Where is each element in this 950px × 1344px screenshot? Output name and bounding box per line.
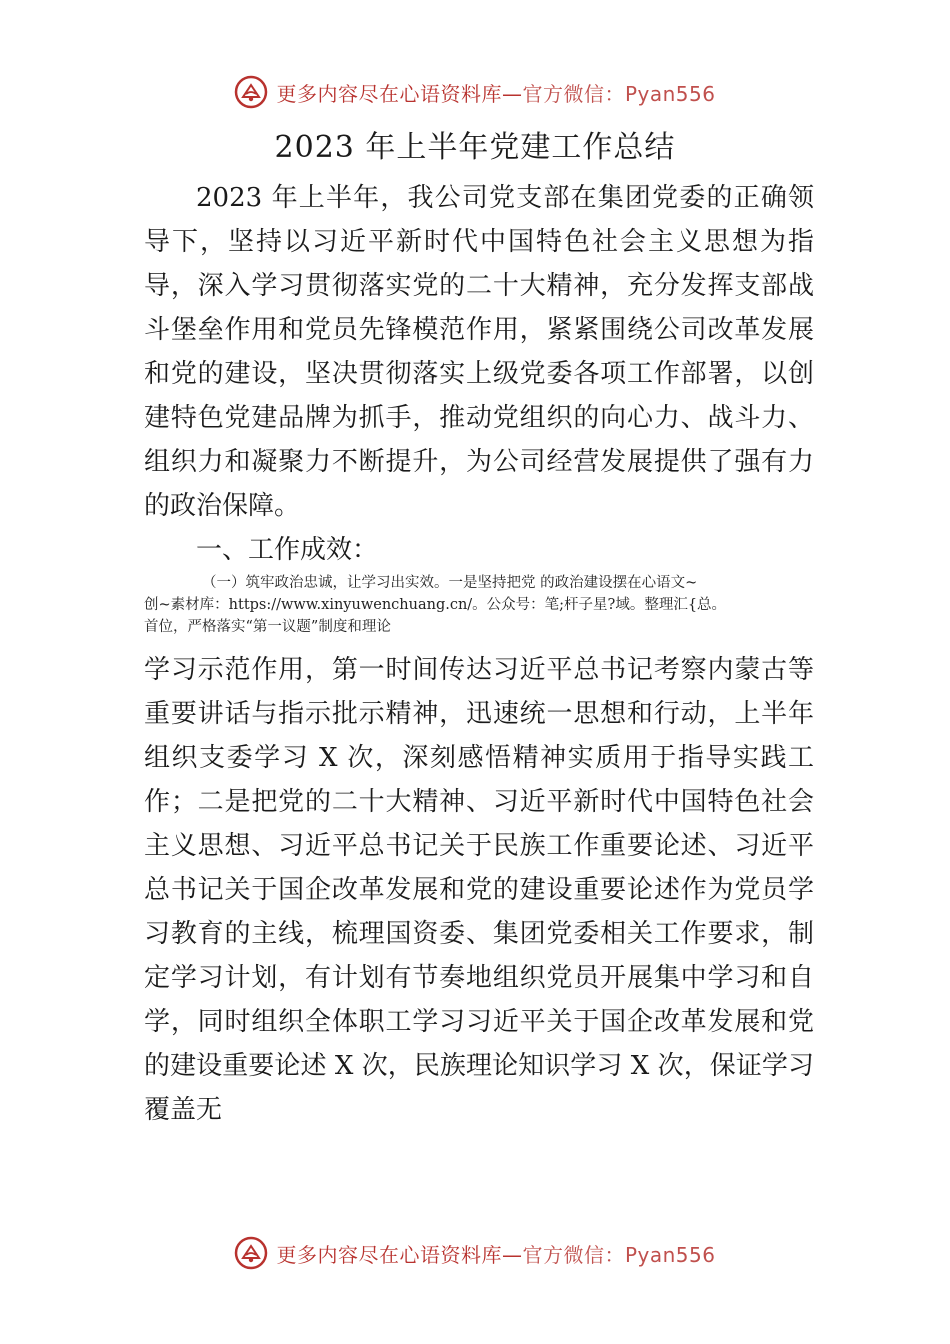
small-line-3: 首位，严格落实“第一议题”制度和理论 (144, 619, 391, 635)
banner-wechat: 官方微信：Pyan556 (522, 81, 716, 106)
book-logo-icon (234, 75, 268, 109)
banner-text: 更多内容尽在心语资料库—官方微信：Pyan556 (276, 1242, 716, 1267)
banner-text: 更多内容尽在心语资料库—官方微信：Pyan556 (276, 81, 716, 106)
paragraph-intro: 2023 年上半年，我公司党支部在集团党委的正确领导下，坚持以习近平新时代中国特色社会主义思想为指导，深入学习贯彻落实党的二十大精神，充分发挥支部战斗堡垒作用和党员先锋模范作用，紧紧围绕公司改革发展和党的建设，坚决贯彻落实上级党委各项工作部署，以创建特色党建品牌为抓手，推动党组织的向心力、战斗力、组织力和凝聚力不断提升，为公司经营发展提供了强有力的政治保障。 (144, 183, 814, 521)
small-line-2: 创~素材库：https://www.xinyuwenchuang.cn/。公众号：笔;杆子星?域。整理汇{总。 (144, 597, 727, 613)
document-title: 2023 年上半年党建工作总结 (274, 130, 676, 165)
header-banner (0, 72, 950, 112)
section-heading: 一、工作成效： (196, 535, 379, 565)
small-print-block (144, 572, 824, 638)
banner-wechat: 官方微信：Pyan556 (522, 1242, 716, 1267)
footer-banner (0, 1233, 950, 1273)
book-logo-icon (234, 1236, 268, 1270)
small-line-1: （一）筑牢政治忠诚，让学习出实效。一是坚持把党 的政治建设摆在心语文~ (202, 575, 698, 591)
paragraph-study: 学习示范作用，第一时间传达习近平总书记考察内蒙古等重要讲话与指示批示精神，迅速统一思想和行动，上半年组织支委学习 X 次，深刻感悟精神实质用于指导实践工作；二是把党的二十大精神、习近平新时代中国特色社会主义思想、习近平总书记关于民族工作重要论述、习近平总书记关于国企改革发展和党的建设重要论述作为党员学习教育的主线，梳理国资委、集团党委相关工作要求，制定学习计划，有计划有节奏地组织党员开展集中学习和自学，同时组织全体职工学习习近平关于国企改革发展和党的建设重要论述 X 次，民族理论知识学习 X 次，保证学习覆盖无 (144, 655, 814, 1125)
